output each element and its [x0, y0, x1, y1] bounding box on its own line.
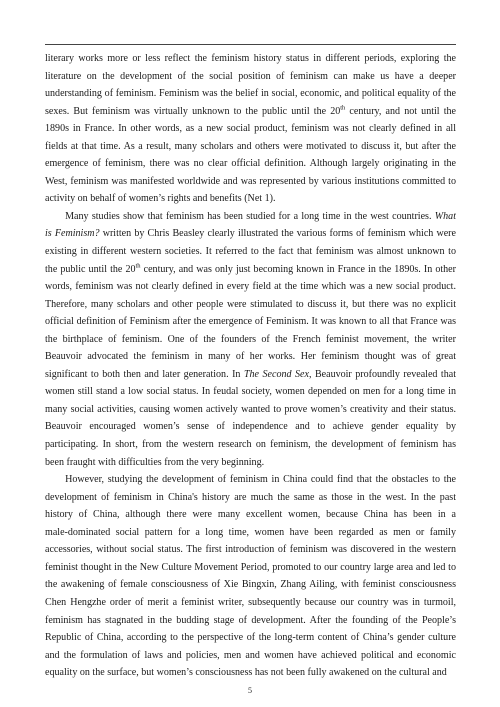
text-line: Republic of China, according to the perspective of the long-term content of China’s gender culture — [45, 632, 456, 644]
text-line: male-dominated social pattern for a long time, women have been regarded as men or family — [45, 526, 456, 538]
text-line: understanding of feminism. Feminism was the belief in social, economic, and political equality of the — [45, 88, 456, 100]
text-line: significant to both then and later generation. In The Second Sex, Beauvoir profoundly revealed that — [45, 368, 456, 380]
text-line: words, feminism was not clearly defined in every field at the time which was a new social product. — [45, 281, 456, 293]
text-line: Beauvoir encouraged women’s sense of independence and to achieve gender equality by — [45, 421, 456, 433]
text-line: activity on behalf of women’s rights and benefits (Net 1). — [45, 193, 276, 205]
paragraph — [45, 208, 456, 471]
text-line: development of feminism in China's history are much the same as those in the west. In the past — [45, 491, 456, 503]
text-line: Beauvoir advocated the feminism in many of her works. Her feminism thought was of great — [45, 351, 456, 363]
text-line: been fraught with difficulties from the very beginning. — [45, 456, 265, 468]
text-line: literary works more or less reflect the feminism history status in different periods, exploring the — [45, 53, 456, 64]
text-line: participating. In short, from the western research on feminism, the development of feminism has — [45, 439, 456, 451]
body-text — [45, 50, 456, 682]
text-line: Therefore, many scholars and other people were stimulated to discuss it, but there was no explicit — [45, 298, 456, 310]
text-line: literature on the development of the social position of feminism can make us have a deeper — [45, 70, 456, 82]
text-line: equality on the surface, but women’s consciousness has not been fully awakened on the cultural and — [45, 667, 447, 679]
text-line: the awakening of female consciousness of Xie Bingxin, Zhang Ailing, with feminist consciousness — [45, 579, 456, 591]
text-line: emergence of feminism, there was no clear official definition. Although largely originating in the — [45, 158, 456, 170]
text-line: fields at that time. As a result, many scholars and others were motivated to discuss it, but after the — [45, 140, 456, 152]
text-line: the birthplace of feminism. One of the founders of the French feminist movement, the writer — [45, 333, 456, 345]
text-line: However, studying the development of feminism in China could find that the obstacles to the — [65, 474, 456, 486]
text-line: sexes. But feminism was virtually unknown to the public until the 20th century, and not until the — [45, 104, 456, 117]
text-line: Many studies show that feminism has been studied for a long time in the west countries. What — [65, 210, 456, 222]
text-line: 1890s in France. In other words, as a new social product, feminism was not clearly defined in all — [45, 123, 456, 135]
header-rule — [45, 44, 456, 45]
text-line: feminism has stagnated in the budding stage of development. After the founding of the People’s — [45, 614, 456, 626]
text-line: history of China, although there were many excellent women, because China has been in a — [45, 509, 456, 521]
text-line: West, feminism was manifested worldwide and was represented by various institutions committed to — [45, 175, 456, 187]
text-line: and the formulation of laws and policies, men and women have achieved political and economic — [45, 649, 456, 661]
page-number: 5 — [248, 686, 252, 695]
text-line: many social activities, causing women actively wanted to prove women’s creativity and their status. — [45, 403, 456, 415]
text-line: is Feminism? written by Chris Beasley clearly illustrated the various forms of feminism which were — [45, 228, 456, 240]
text-line: official definition of Feminism after the emergence of Feminism. It was known to all that France was — [45, 316, 456, 328]
text-line: women still stand a low social status. In feudal society, women depended on men for a long time in — [45, 386, 456, 398]
text-line: feminist thought in the New Culture Movement Period, promoted to our country large area and led to — [45, 561, 456, 573]
text-line: the public until the 20th century, and was only just becoming known in France in the 1890s. In other — [45, 262, 456, 275]
paragraph — [45, 50, 456, 208]
text-line: Chen Hengzhe order of merit a feminist writer, subsequently because our country was in turmoil, — [45, 596, 456, 608]
paragraph — [45, 471, 456, 682]
text-line: existing in different western societies. It referred to the fact that feminism was almost unknown to — [45, 246, 456, 258]
text-line: accessories, without social status. The first introduction of feminism was discovered in the western — [45, 544, 456, 556]
